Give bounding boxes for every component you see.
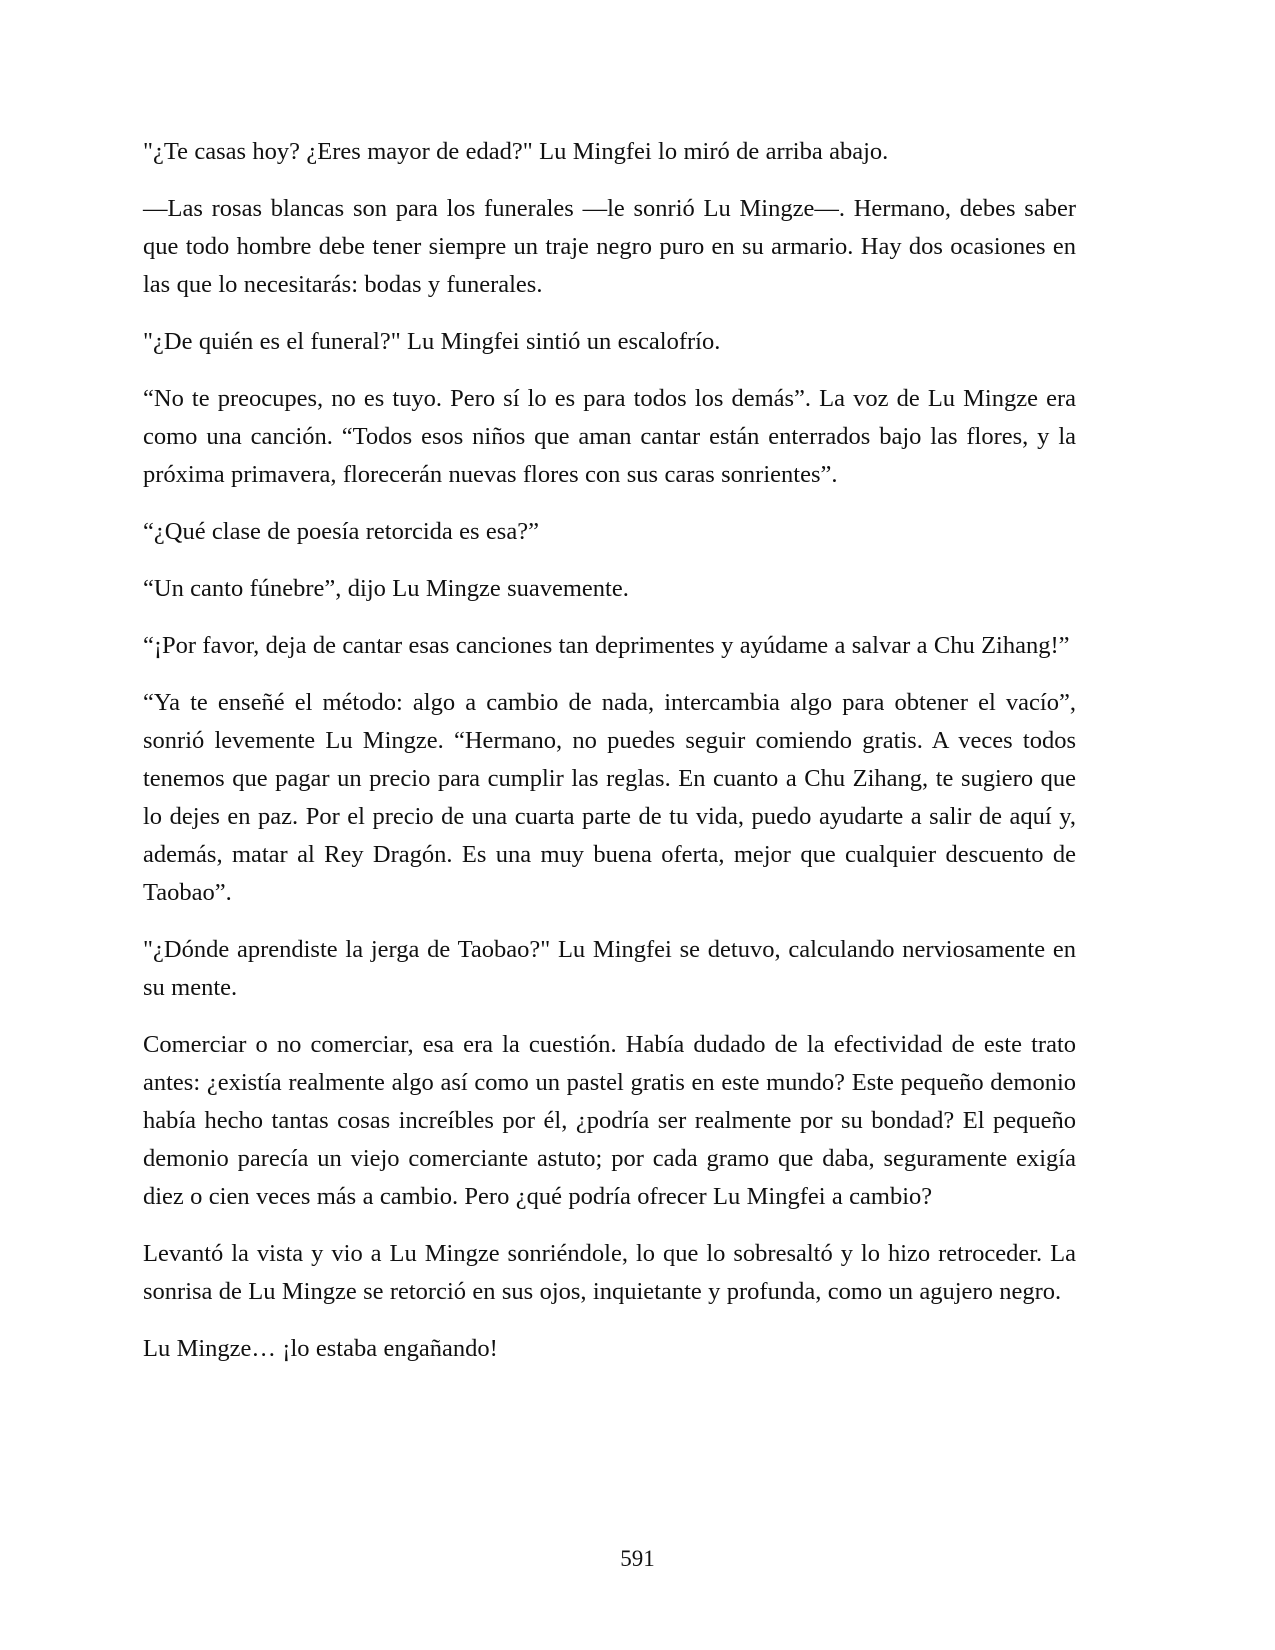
paragraph: "¿Dónde aprendiste la jerga de Taobao?" Lu Mingfei se detuvo, calculando nerviosamente en su mente. [143,936,1076,1001]
paragraph: Lu Mingze… ¡lo estaba engañando! [143,1335,498,1362]
paragraph: “Un canto fúnebre”, dijo Lu Mingze suavemente. [143,575,629,602]
paragraph: “¡Por favor, deja de cantar esas canciones tan deprimentes y ayúdame a salvar a Chu Zihang!” [143,632,1070,659]
paragraph: “¿Qué clase de poesía retorcida es esa?” [143,518,539,545]
page-number: 591 [620,1546,655,1571]
paragraph: “No te preocupes, no es tuyo. Pero sí lo es para todos los demás”. La voz de Lu Mingze era como una canción. “Todos esos niños que aman cantar están enterrados bajo las flores, y la próxima primavera, florecerán nuevas flores con sus caras sonrientes”. [143,385,1076,488]
paragraph: Comerciar o no comerciar, esa era la cuestión. Había dudado de la efectividad de este trato antes: ¿existía realmente algo así como un pastel gratis en este mundo? Este pequeño demonio había hecho tantas cosas increíbles por él, ¿podría ser realmente por su bondad? El pequeño demonio parecía un viejo comerciante astuto; por cada gramo que daba, seguramente exigía diez o cien veces más a cambio. Pero ¿qué podría ofrecer Lu Mingfei a cambio? [143,1031,1076,1210]
paragraph: "¿De quién es el funeral?" Lu Mingfei sintió un escalofrío. [143,328,721,355]
paragraph: “Ya te enseñé el método: algo a cambio de nada, intercambia algo para obtener el vacío”, sonrió levemente Lu Mingze. “Hermano, no puedes seguir comiendo gratis. A veces todos tenemos que pagar un precio para cumplir las reglas. En cuanto a Chu Zihang, te sugiero que lo dejes en paz. Por el precio de una cuarta parte de tu vida, puedo ayudarte a salir de aquí y, además, matar al Rey Dragón. Es una muy buena oferta, mejor que cualquier descuento de Taobao”. [143,689,1076,906]
paragraph: "¿Te casas hoy? ¿Eres mayor de edad?" Lu Mingfei lo miró de arriba abajo. [143,138,889,165]
paragraph: Levantó la vista y vio a Lu Mingze sonriéndole, lo que lo sobresaltó y lo hizo retroceder. La sonrisa de Lu Mingze se retorció en sus ojos, inquietante y profunda, como un agujero negro. [143,1240,1076,1305]
paragraph: —Las rosas blancas son para los funerales —le sonrió Lu Mingze—. Hermano, debes saber que todo hombre debe tener siempre un traje negro puro en su armario. Hay dos ocasiones en las que lo necesitarás: bodas y funerales. [143,195,1076,298]
body-text-column [143,133,1076,1368]
